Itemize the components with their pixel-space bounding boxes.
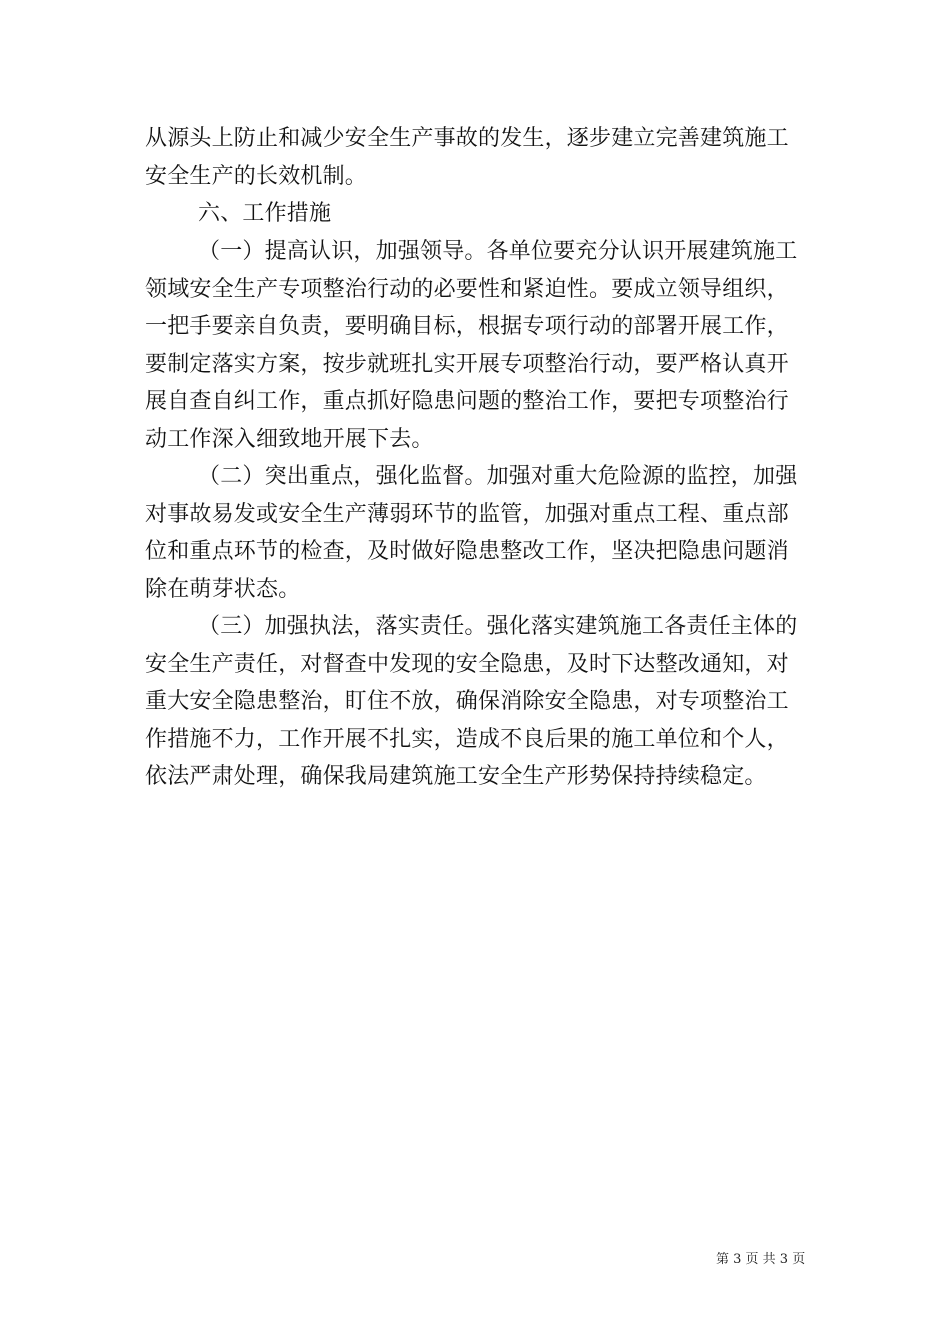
paragraph-first-line: （二）突出重点，强化监督。加强对重大危险源的监控，加强 — [198, 464, 798, 489]
body-line: 领域安全生产专项整治行动的必要性和紧迫性。要成立领导组织， — [145, 277, 789, 302]
body-line: 作措施不力，工作开展不扎实，造成不良后果的施工单位和个人， — [145, 727, 789, 752]
body-line: 安全生产的长效机制。 — [145, 164, 368, 189]
paragraph-first-line: （三）加强执法，落实责任。强化落实建筑施工各责任主体的 — [198, 614, 798, 639]
body-line: 从源头上防止和减少安全生产事故的发生，逐步建立完善建筑施工 — [145, 126, 789, 151]
body-line: 依法严肃处理，确保我局建筑施工安全生产形势保持持续稳定。 — [145, 764, 767, 789]
body-line: 展自查自纠工作，重点抓好隐患问题的整治工作，要把专项整治行 — [145, 389, 789, 414]
body-line: 对事故易发或安全生产薄弱环节的监管，加强对重点工程、重点部 — [145, 502, 789, 527]
paragraph-first-line: （一）提高认识，加强领导。各单位要充分认识开展建筑施工 — [198, 239, 798, 264]
body-line: 要制定落实方案，按步就班扎实开展专项整治行动，要严格认真开 — [145, 352, 789, 377]
body-line: 重大安全隐患整治，盯住不放，确保消除安全隐患，对专项整治工 — [145, 689, 789, 714]
section-heading: 六、工作措施 — [198, 201, 332, 226]
page-number-footer: 第 3 页 共 3 页 — [716, 1252, 806, 1267]
body-line: 安全生产责任，对督查中发现的安全隐患，及时下达整改通知，对 — [145, 652, 789, 677]
body-line: 动工作深入细致地开展下去。 — [145, 427, 434, 452]
body-line: 位和重点环节的检查，及时做好隐患整改工作，坚决把隐患问题消 — [145, 539, 789, 564]
body-line: 除在萌芽状态。 — [145, 577, 301, 602]
body-line: 一把手要亲自负责，要明确目标，根据专项行动的部署开展工作， — [145, 314, 789, 339]
